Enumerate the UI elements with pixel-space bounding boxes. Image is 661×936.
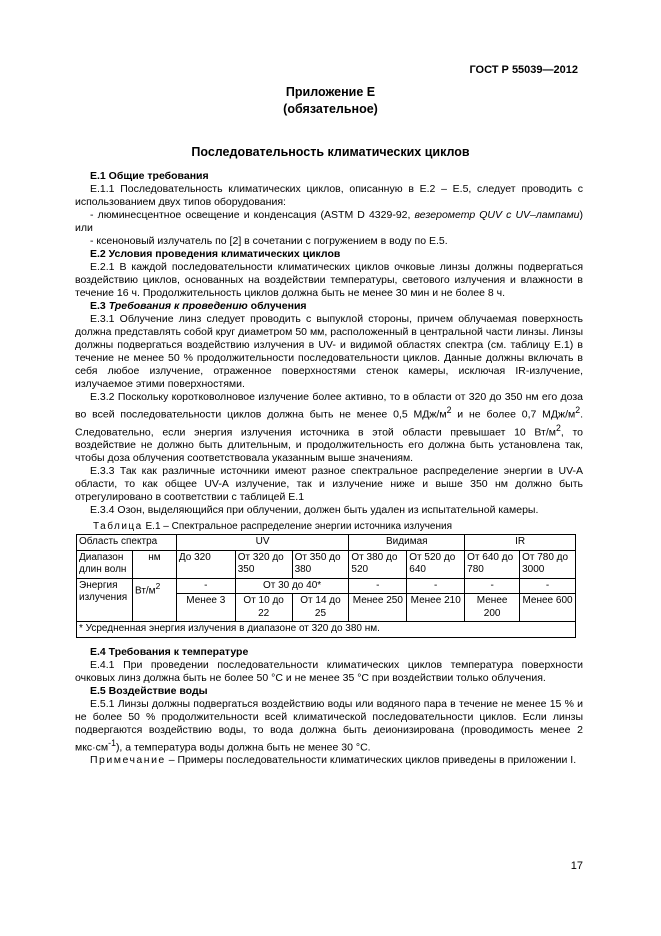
table-caption xyxy=(93,520,583,533)
superscript: 2 xyxy=(575,405,581,415)
table-cell: Менее 250 xyxy=(349,594,407,622)
heading-e4: Е.4 Требования к температуре xyxy=(90,645,249,658)
appendix-status: (обязательное) xyxy=(283,102,378,116)
appendix-title: Приложение Е xyxy=(285,85,376,99)
para-e3-4: Е.3.4 Озон, выделяющийся при облучении, должен быть удален из испытательной камеры. xyxy=(90,504,539,516)
table-cell: Менее 3 xyxy=(176,594,235,622)
heading-e5: Е.5 Воздействие воды xyxy=(90,684,208,697)
para-e5-1-b: ), а температура воды должна быть не менее 30 °С. xyxy=(115,741,371,753)
table-cell: От 10 до 22 xyxy=(235,594,292,622)
row-label: Энергия излучения xyxy=(77,578,133,622)
para-e3-2-c: . Следовательно, если энергия излучения источника в этой области превышает 10 Вт/м xyxy=(75,408,583,438)
list-item-1 xyxy=(75,209,583,235)
table-cell: Менее 200 xyxy=(465,594,520,622)
heading-e3-num: Е.3 xyxy=(90,300,109,312)
table-footnote: * Усредненная энергия излучения в диапазоне от 320 до 380 нм. xyxy=(77,622,576,638)
heading-e1: Е.1 Общие требования xyxy=(90,170,209,182)
row-label: Диапазон длин волн xyxy=(77,550,133,578)
table-footnote-row xyxy=(77,622,576,638)
para-e3-3: Е.3.3 Так как различные источники имеют разное спектральное распределение энергии в UV-A области, то как общее UV-A излучение, так и излучение ниже и выше 350 нм должно быть отрегулировано в соответствии с таблицей Е.1 xyxy=(75,465,583,503)
list-item-2: - ксеноновый излучатель по [2] в сочетании с погружением в воду по Е.5. xyxy=(90,235,448,247)
spectral-table xyxy=(76,534,576,638)
table-cell: До 320 xyxy=(176,550,235,578)
table-cell: - xyxy=(465,578,520,594)
spacer xyxy=(75,638,583,646)
document-code: ГОСТ Р 55039—2012 xyxy=(469,64,578,76)
th-visible: Видимая xyxy=(349,535,465,551)
table-cell: От 640 до 780 xyxy=(465,550,520,578)
para-e3-2 xyxy=(75,391,583,465)
note xyxy=(75,754,583,767)
para-e3-2-b: и не более 0,7 МДж/м xyxy=(451,408,576,421)
para-e3-2-a: Е.3.2 Поскольку коротковолновое излучение более активно, то в области от 320 до 350 нм его доза во всей последовательности циклов должна быть не менее 0,5 МДж/м xyxy=(75,391,583,421)
unit-superscript: 2 xyxy=(155,580,161,591)
heading-e3-end: облучения xyxy=(247,300,307,312)
para-e2-1: Е.2.1 В каждой последовательности климатических циклов очковые линзы должны подвергаться воздействию циклов, основанных на воздействии температуры, светового излучения и влажности в течение 16 ч. Продолжительность циклов должна быть не менее 30 мин и не более 8 ч. xyxy=(75,261,583,299)
table-row-energy xyxy=(77,578,576,594)
table-cell: От 30 до 40* xyxy=(235,578,349,594)
table-cell: Менее 600 xyxy=(520,594,576,622)
table-row-range xyxy=(77,550,576,578)
para-e5-1 xyxy=(75,698,583,755)
table-cell: - xyxy=(349,578,407,594)
heading-e3 xyxy=(75,300,583,313)
appendix-heading xyxy=(0,84,661,118)
superscript: 2 xyxy=(556,422,561,433)
table-cell: От 780 до 3000 xyxy=(520,550,576,578)
page-number: 17 xyxy=(570,860,583,872)
unit-text: Вт/м xyxy=(134,584,156,596)
table-cell: - xyxy=(176,578,235,594)
heading-e3-italic: Требования к проведению xyxy=(108,300,248,312)
table-caption-label: Таблица xyxy=(93,521,143,532)
document-body xyxy=(75,170,583,767)
th-uv: UV xyxy=(176,535,349,551)
note-label: Примечание xyxy=(90,754,166,766)
table-cell: От 350 до 380 xyxy=(292,550,349,578)
table-cell: От 520 до 640 xyxy=(407,550,465,578)
table-cell: От 380 до 520 xyxy=(349,550,407,578)
para-e4-1: Е.4.1 При проведении последовательности климатических циклов температура поверхности очковых линз должна быть не более 50 °С и не менее 35 °С при воздействии только облучения. xyxy=(75,658,583,684)
section-title: Последовательность климатических циклов xyxy=(191,145,470,159)
table-cell: - xyxy=(407,578,465,594)
superscript: 2 xyxy=(446,405,452,415)
list-item-1-italic: везерометр QUV с UV–лампами xyxy=(414,209,580,221)
table-cell: От 14 до 25 xyxy=(292,594,349,622)
superscript: -1 xyxy=(108,737,116,748)
para-e3-1: Е.3.1 Облучение линз следует проводить с выпуклой стороны, причем облучаемая поверхность должна представлять собой круг диаметром 50 мм, расположенный в центральной части линзы. Линзы должны подвергаться воздействию излучения в UV- и видимой областях спектра (см. таблицу Е.1) в течение не менее 50 % продолжительности последовательности циклов. Данные должны включать в себя любое излучение, отраженное поверхностями стенок камеры, исключая IR-излучение, излучаемое этими поверхностями. xyxy=(75,313,583,390)
heading-e2: Е.2 Условия проведения климатических циклов xyxy=(90,248,341,260)
row-unit: нм xyxy=(132,550,176,578)
th-region: Область спектра xyxy=(77,535,177,551)
table-cell: - xyxy=(520,578,576,594)
para-e3-2-d: , то воздействие не должно быть длительным, и продолжительность его должна быть установлена так, чтобы доза облучения соответствовала указанным выше значениям. xyxy=(75,426,583,464)
list-item-1-end: ) или xyxy=(75,209,584,234)
para-e5-1-a: Е.5.1 Линзы должны подвергаться воздействию воды или водяного пара в течение не менее 15 % и не более 50 % продолжительности всей климатической последовательности циклов. Если линзы подвергаются воздействию воды, то вода должна быть деионизирована (проводимость менее 2 мкс·см xyxy=(75,697,583,753)
table-header-row xyxy=(77,535,576,551)
table-caption-text: Е.1 – Спектральное распределение энергии источника излучения xyxy=(142,521,453,532)
list-item-1-text: - люминесцентное освещение и конденсация (ASTM D 4329-92, xyxy=(90,209,415,221)
table-cell: От 320 до 350 xyxy=(235,550,292,578)
note-text: – Примеры последовательности климатических циклов приведены в приложении I. xyxy=(165,754,577,766)
table-cell: Менее 210 xyxy=(407,594,465,622)
row-unit xyxy=(132,578,176,622)
th-ir: IR xyxy=(465,535,576,551)
para-e1-1: Е.1.1 Последовательность климатических циклов, описанную в Е.2 – Е.5, следует проводить с использованием двух типов оборудования: xyxy=(75,183,583,208)
